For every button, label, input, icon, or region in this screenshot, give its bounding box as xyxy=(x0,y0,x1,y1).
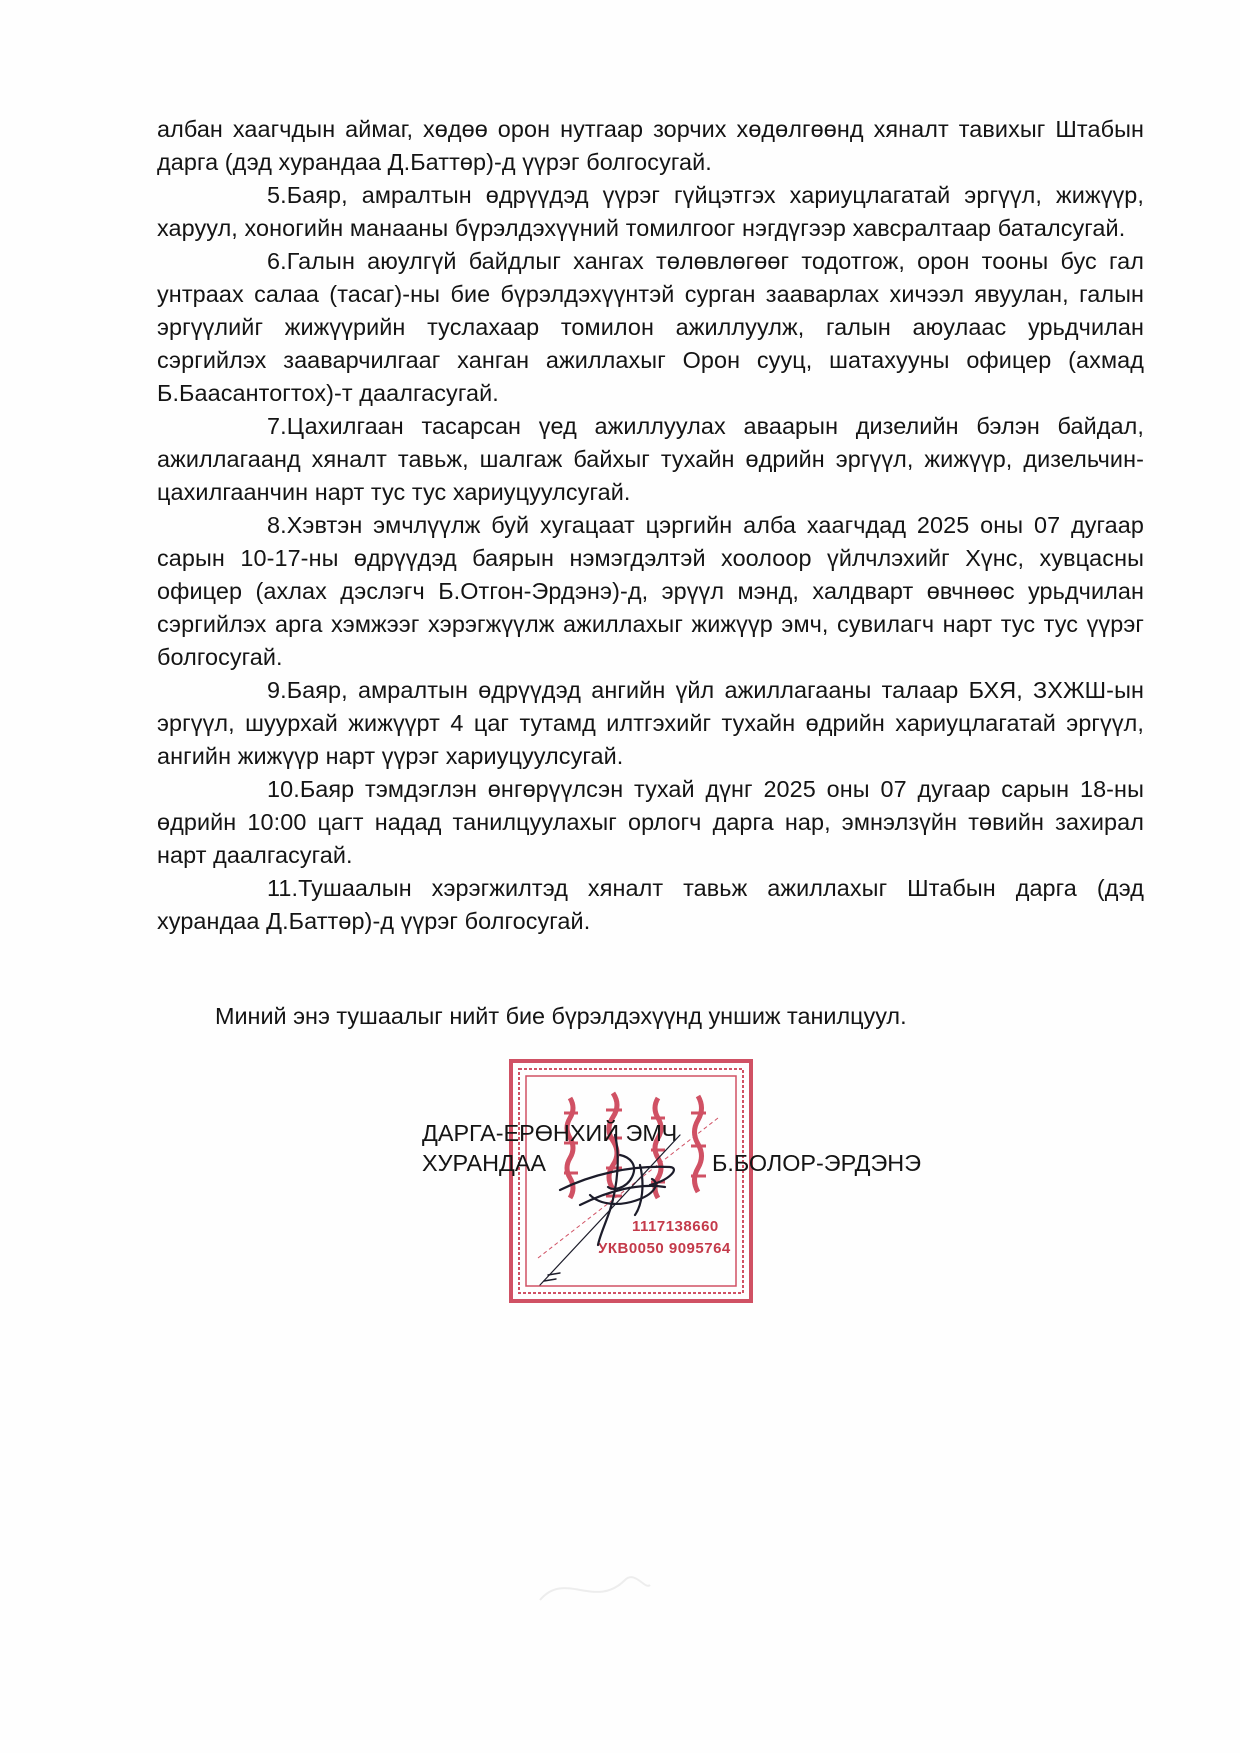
stamp-number-2: УКВ0050 9095764 xyxy=(598,1240,731,1257)
signatory-name: Б.БОЛОР-ЭРДЭНЭ xyxy=(712,1150,922,1176)
order-item-10 xyxy=(157,773,1144,872)
order-item-11 xyxy=(157,872,1144,938)
item-text: Баяр, амралтын өдрүүдэд үүрэг гүйцэтгэх хариуцлагатай эргүүл, жижүүр, харуул, хоногийн манааны бүрэлдэхүүний томилгоог нэгдүгээр хавсралтаар баталсугай. xyxy=(157,182,1144,241)
item-number: 6. xyxy=(267,248,287,274)
stamp-number-1: 1117138660 xyxy=(632,1218,719,1235)
item-number: 5. xyxy=(267,182,287,208)
signature-graphic xyxy=(520,1095,720,1305)
order-item-5 xyxy=(157,179,1144,245)
item-text: Цахилгаан тасарсан үед ажиллуулах аваарын дизелийн бэлэн байдал, ажиллагаанд хяналт тавьж, шалгаж байхыг тухайн өдрийн эргүүл, жижүүр, дизельчин-цахилгаанчин нарт тус тус хариуцуулсугай. xyxy=(157,413,1144,505)
handwritten-signature xyxy=(520,1095,720,1305)
item-number: 7. xyxy=(267,413,287,439)
item-number: 11. xyxy=(267,875,299,901)
item-text: Тушаалын хэрэгжилтэд хяналт тавьж ажиллахыг Штабын дарга (дэд хурандаа Д.Баттөр)-д үүрэг болгосугай. xyxy=(157,875,1144,934)
signatory-title: ДАРГА-ЕРӨНХИЙ ЭМЧ xyxy=(422,1120,678,1146)
order-item-8 xyxy=(157,509,1144,674)
item-number: 9. xyxy=(267,677,287,703)
order-item-9 xyxy=(157,674,1144,773)
order-item-7 xyxy=(157,410,1144,509)
order-body xyxy=(157,113,1144,938)
faint-show-through-mark xyxy=(535,1560,655,1620)
item-number: 8. xyxy=(267,512,287,538)
order-item-6 xyxy=(157,245,1144,410)
item-number: 10. xyxy=(267,776,300,802)
closing-statement: Миний энэ тушаалыг нийт бие бүрэлдэхүүнд уншиж танилцуул. xyxy=(215,1003,907,1029)
signatory-rank: ХУРАНДАА xyxy=(422,1150,547,1176)
item-text: Галын аюулгүй байдлыг хангах төлөвлөгөөг тодотгож, орон тооны бус гал унтраах салаа (тасаг)-ны бие бүрэлдэхүүнтэй сурган зааварлах хичээл явуулан, галын эргүүлийг жижүүрийн туслахаар томилон ажиллуулж, галын аюулаас урьдчилан сэргийлэх зааварчилгааг ханган ажиллахыг Орон сууц, шатахууны офицер (ахмад Б.Баасантогтох)-т даалгасугай. xyxy=(157,248,1144,406)
item-text: Баяр, амралтын өдрүүдэд ангийн үйл ажиллагааны талаар БХЯ, ЗХЖШ-ын эргүүл, шуурхай жижүүрт 4 цаг тутамд илтгэхийг тухайн өдрийн хариуцлагатай эргүүл, ангийн жижүүр нарт үүрэг хариуцуулсугай. xyxy=(157,677,1144,769)
intro-paragraph: албан хаагчдын аймаг, хөдөө орон нутгаар зорчих хөдөлгөөнд хяналт тавихыг Штабын дарга (дэд хурандаа Д.Баттөр)-д үүрэг болгосугай. xyxy=(157,116,1144,175)
item-text: Баяр тэмдэглэн өнгөрүүлсэн тухай дүнг 2025 оны 07 дугаар сарын 18-ны өдрийн 10:00 цагт надад танилцуулахыг орлогч дарга нар, эмнэлзүйн төвийн захирал нарт даалгасугай. xyxy=(157,776,1144,868)
item-text: Хэвтэн эмчлүүлж буй хугацаат цэргийн алба хаагчдад 2025 оны 07 дугаар сарын 10-17-ны өдрүүдэд баярын нэмэгдэлтэй хоолоор үйлчлэхийг Хүнс, хувцасны офицер (ахлах дэслэгч Б.Отгон-Эрдэнэ)-д, эрүүл мэнд, халдварт өвчнөөс урьдчилан сэргийлэх арга хэмжээг хэрэгжүүлж ажиллахыг жижүүр эмч, сувилагч нарт тус тус үүрэг болгосугай. xyxy=(157,512,1144,670)
